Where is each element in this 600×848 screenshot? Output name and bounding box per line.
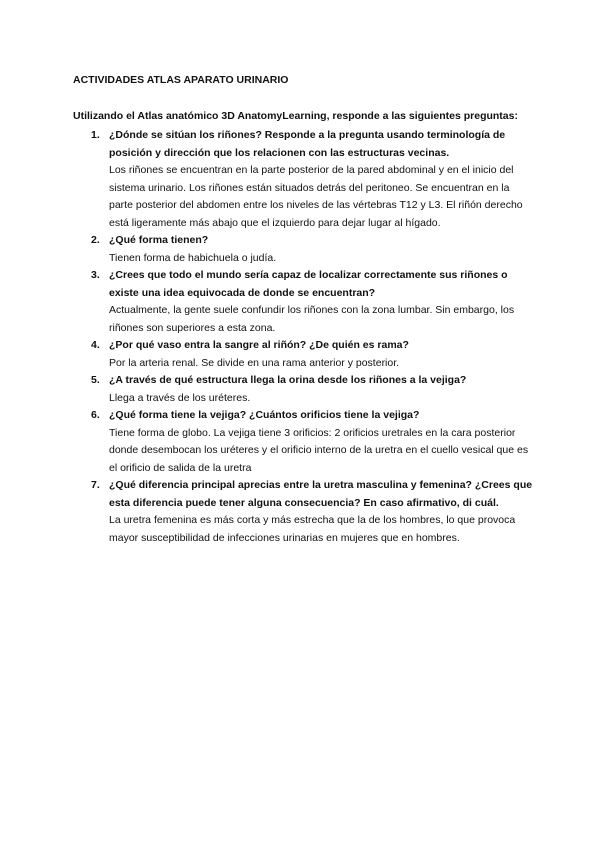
question-text: ¿Crees que todo el mundo sería capaz de localizar correctamente sus riñones o existe una idea equivocada de donde se encuentran? [109, 269, 508, 299]
document-title: ACTIVIDADES ATLAS APARATO URINARIO [73, 74, 289, 86]
question-text: ¿Qué forma tienen? [109, 234, 209, 246]
item-number: 7. [91, 479, 100, 491]
answer-text: Tienen forma de habichuela o judía. [109, 251, 277, 264]
list-item [73, 372, 533, 407]
answer-text: Actualmente, la gente suele confundir los riñones con la zona lumbar. Sin embargo, los riñones son superiores a esta zona. [109, 304, 515, 334]
item-number: 2. [91, 234, 100, 246]
list-item [73, 267, 533, 337]
answer-text: Los riñones se encuentran en la parte posterior de la pared abdominal y en el inicio del sistema urinario. Los riñones están situados detrás del peritoneo. Se encuentran en la parte posterior del abdomen entre los niveles de las vértebras T12 y L3. El riñón derecho está ligeramente más abajo que el izquierdo para dejar lugar al hígado. [109, 164, 523, 229]
list-item [73, 337, 533, 372]
item-number: 1. [91, 129, 100, 141]
question-text: ¿Qué diferencia principal aprecias entre la uretra masculina y femenina? ¿Crees que esta diferencia puede tener alguna consecuencia? En caso afirmativo, di cuál. [109, 479, 533, 509]
list-item [73, 477, 533, 547]
item-number: 4. [91, 339, 100, 351]
answer-text: Tiene forma de globo. La vejiga tiene 3 orificios: 2 orificios uretrales en la cara posterior donde desembocan los uréteres y el orificio interno de la uretra en el cuello vesical que es el orificio de salida de la uretra [109, 426, 529, 474]
question-text: ¿Qué forma tiene la vejiga? ¿Cuántos orificios tiene la vejiga? [109, 409, 420, 421]
question-list [73, 127, 533, 547]
question-text: ¿A través de qué estructura llega la orina desde los riñones a la vejiga? [109, 374, 467, 386]
answer-text: Llega a través de los uréteres. [109, 391, 251, 404]
document-intro: Utilizando el Atlas anatómico 3D AnatomyLearning, responde a las siguientes preguntas: [73, 110, 518, 122]
list-item [73, 232, 533, 267]
answer-text: Por la arteria renal. Se divide en una rama anterior y posterior. [109, 356, 400, 369]
question-text: ¿Dónde se sitúan los riñones? Responde a la pregunta usando terminología de posición y dirección que los relacionen con las estructuras vecinas. [109, 129, 506, 159]
question-text: ¿Por qué vaso entra la sangre al riñón? ¿De quién es rama? [109, 339, 409, 351]
item-number: 6. [91, 409, 100, 421]
item-number: 3. [91, 269, 100, 281]
list-item [73, 407, 533, 477]
item-number: 5. [91, 374, 100, 386]
list-item [73, 127, 533, 232]
answer-text: La uretra femenina es más corta y más estrecha que la de los hombres, lo que provoca mayor susceptibilidad de infecciones urinarias en mujeres que en hombres. [109, 514, 516, 544]
